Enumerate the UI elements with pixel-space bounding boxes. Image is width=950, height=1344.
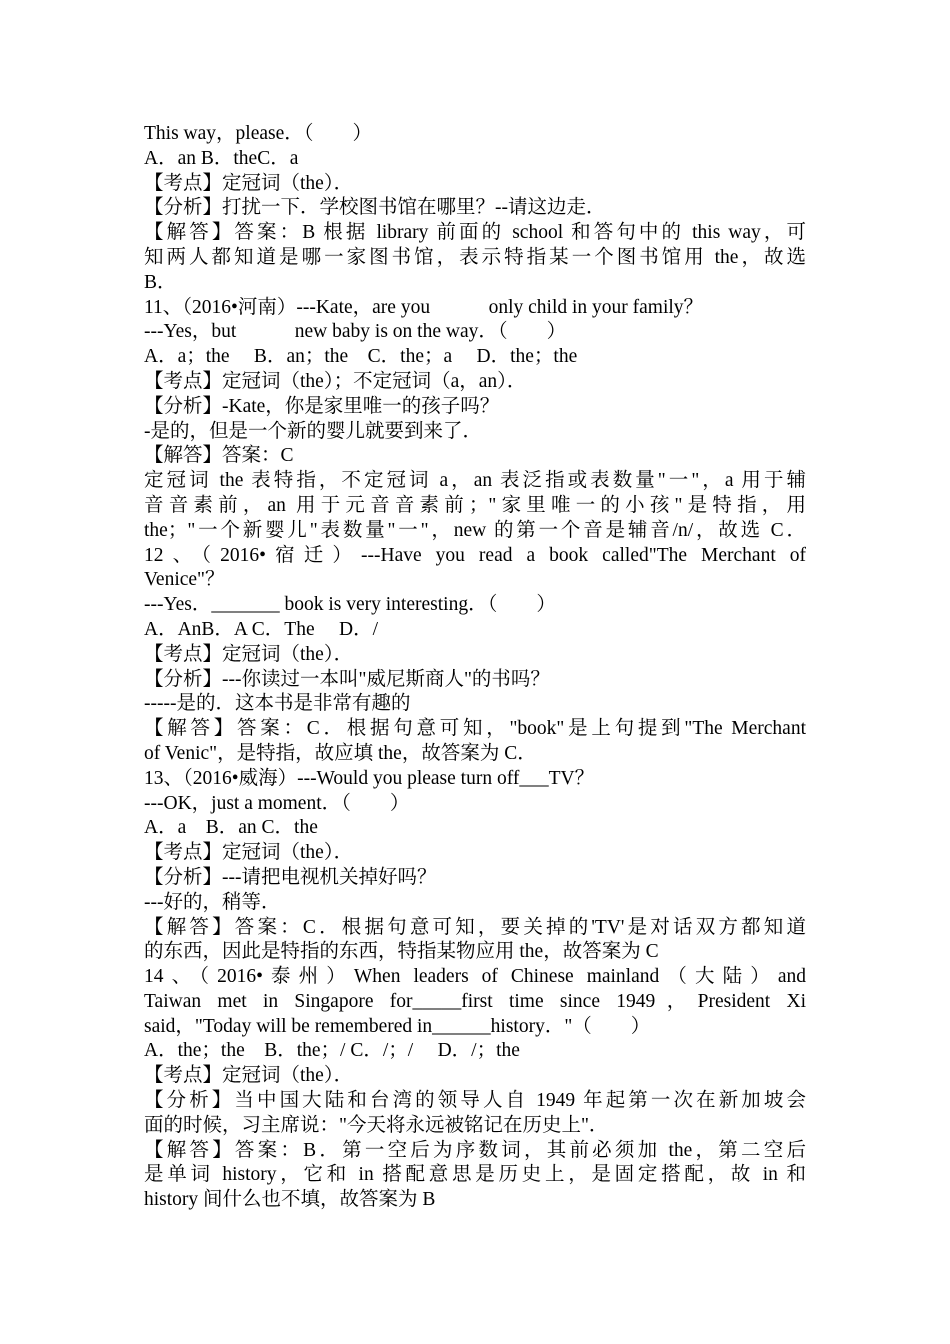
question-14-stem: said，"Today will be remembered in______history．"（ ） [144,1015,651,1037]
question-13-stem: ---OK，just a moment．（ ） [144,792,410,814]
question-13-analysis: ---好的，稍等． [144,891,281,913]
question-12-stem: Venice"？ [144,569,225,591]
question-11-analysis: 【分析】-Kate，你是家里唯一的孩子吗？ [144,395,500,417]
question-13-answer-line: 的东西，因此是特指的东西，特指某物应用 the，故答案为 C [144,941,659,963]
question-11-explanation-line: 音音素前，an 用于元音音素前；"家里唯一的小孩"是特指，用 [144,494,806,516]
question-14-analysis: 面的时候，习主席说："今天将永远被铭记在历史上"． [144,1114,609,1136]
question-11-stem: 11、（2016•河南）---Kate，are you only child in your family？ [144,296,704,318]
question-10-options: A．an B．theC．a [144,147,299,169]
question-11-options: A．a；the B．an；the C．the；a D．the；the [144,346,578,368]
question-11-topic: 【考点】定冠词（the）；不定冠词（a，an）． [144,370,527,392]
question-14-stem: Taiwan met in Singapore for_____first time since 1949，President Xi [144,990,806,1012]
question-11-analysis: -是的，但是一个新的婴儿就要到来了． [144,420,482,442]
question-12-options: A．AnB．A C．The D．/ [144,618,379,640]
question-12-stem: 12、（2016•宿迁）---Have you read a book called"The Merchant of [144,544,806,566]
question-10-stem: This way，please．（ ） [144,123,373,144]
question-11-answer: 【解答】答案：C [144,445,294,467]
question-11-stem: ---Yes，but new baby is on the way．（ ） [144,321,567,343]
question-11-explanation-line: the；"一个新婴儿"表数量"一"，new 的第一个音是辅音/n/，故选 C． [144,519,806,541]
question-13-analysis: 【分析】---请把电视机关掉好吗？ [144,866,437,888]
question-10-analysis: 【分析】打扰一下．学校图书馆在哪里？--请这边走． [144,197,606,219]
question-10-answer-line: 【解答】答案：B 根据 library 前面的 school 和答句中的 this way，可 [144,222,806,244]
question-10-answer-line: 知两人都知道是哪一家图书馆，表示特指某一个图书馆用 the，故选 [144,246,806,268]
question-13-answer-line: 【解答】答案：C．根据句意可知，要关掉的'TV'是对话双方都知道 [144,916,806,938]
question-14-topic: 【考点】定冠词（the）． [144,1065,354,1087]
question-10-topic: 【考点】定冠词（the）． [144,172,354,194]
question-13-options: A．a B．an C．the [144,817,318,839]
question-10-answer-line: B． [144,271,177,293]
question-12-stem: ---Yes．_______ book is very interesting．（ ） [144,594,556,616]
question-14-options: A．the；the B．the；/ C．/；/ D．/；the [144,1040,520,1062]
question-13-stem: 13、（2016•威海）---Would you please turn off___TV？ [144,767,595,789]
question-11-explanation-line: 定冠词 the 表特指，不定冠词 a，an 表泛指或表数量"一"，a 用于辅 [144,470,806,492]
question-12-answer-line: of Venic"，是特指，故应填 the，故答案为 C． [144,742,537,764]
question-14-stem: 14、（2016•泰州）When leaders of Chinese mainland（大陆）and [144,966,806,988]
question-14-analysis: 【分析】当中国大陆和台湾的领导人自 1949 年起第一次在新加坡会 [144,1090,806,1112]
question-14-answer-line: history 间什么也不填，故答案为 B [144,1189,436,1211]
question-14-answer-line: 是单词 history，它和 in 搭配意思是历史上，是固定搭配，故 in 和 [144,1164,806,1186]
question-13-topic: 【考点】定冠词（the）． [144,842,354,864]
document-page [144,122,806,1213]
question-14-answer-line: 【解答】答案：B．第一空后为序数词，其前必须加 the，第二空后 [144,1139,806,1161]
question-12-analysis: -----是的．这本书是非常有趣的 [144,693,411,715]
question-12-analysis: 【分析】---你读过一本叫"威尼斯商人"的书吗？ [144,668,550,690]
question-12-answer-line: 【解答】答案：C．根据句意可知，"book"是上句提到"The Merchant [144,718,806,740]
question-12-topic: 【考点】定冠词（the）． [144,643,354,665]
